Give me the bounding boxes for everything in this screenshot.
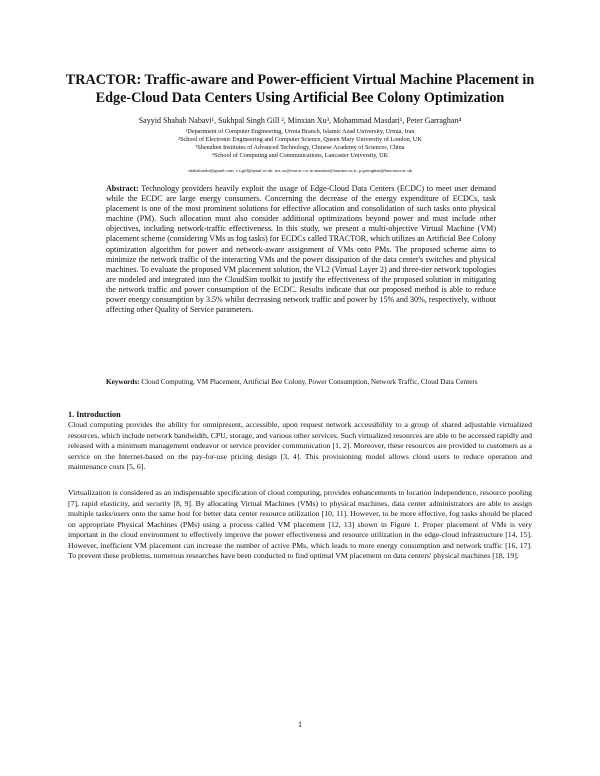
abstract — [106, 184, 496, 315]
paper-title: TRACTOR: Traffic-aware and Power-efficient Virtual Machine Placement in Edge-Cloud Data Centers Using Artificial Bee Colony Optimization — [65, 72, 535, 106]
intro-paragraph-2: Virtualization is considered as an indispensable specification of cloud computing, provides enhancements to location independence, resource pooling [7], rapid elasticity, and security [8, 9]. By allocating Virtual Machines (VMs) to physical machines, data center administrators are able to assign multiple tasks/users onto the same host for better data center resource utilization [10, 11]. However, to be more effective, fog tasks should be placed on appropriate Physical Machines (PMs) using a process called VM placement [12, 13] shown in Figure 1. Proper placement of VMs is very important in the cloud environment to effectively improve the power effectiveness and resource utilization in the edge-cloud infrastructure [14, 15]. However, inefficient VM placement can increase the number of active PMs, which leads to more energy consumption and network traffic [16, 17]. To prevent these problems, numerous researches have been conducted to find optimal VM placement on data centers' physical machines [18, 19]. — [68, 488, 532, 561]
affiliation-4: ⁴School of Computing and Communications, Lancaster University, UK — [211, 152, 389, 159]
abstract-text: Technology providers heavily exploit the usage of Edge-Cloud Data Centers (ECDC) to meet user demand while the ECDC are large energy consumers. Concerning the decrease of the energy expenditure of ECDCs, task placement is one of the most prominent solutions for effective allocation and consolidation of such tasks onto physical machine (PM). Such allocation must also consider additional optimizations beyond power and must include other objectives, including network-traffic effectiveness. In this study, we present a multi-objective Virtual Machine (VM) placement scheme (considering VMs as fog tasks) for ECDCs called TRACTOR, which utilizes an Artificial Bee Colony optimization algorithm for power and network-aware assignment of VMs onto PMs. The proposed scheme aims to minimize the network traffic of the interacting VMs and the power dissipation of the data center's switches and physical machines. To evaluate the proposed VM placement solution, the VL2 (Virtual Layer 2) and three-tier network topologies are modeled and integrated into the CloudSim toolkit to justify the effectiveness of the proposed solution in mitigating the network traffic and power consumption of the ECDC. Results indicate that our proposed method is able to reduce power energy consumption by 3.5% whilst decreasing network traffic and power by 15% and 30%, respectively, without affecting other Quality of Service parameters. — [106, 184, 496, 315]
affiliation-3: ³Shenzhen Institutes of Advanced Technology, Chinese Academy of Sciences, China — [195, 144, 405, 151]
keywords — [106, 378, 496, 388]
page-number: 1 — [298, 720, 302, 729]
keywords-label: Keywords: — [106, 378, 140, 386]
affiliation-1: ¹Department of Computer Engineering, Urmia Branch, Islamic Azad University, Urmia, Iran — [185, 128, 415, 135]
affiliation-2: ²School of Electronic Engineering and Computer Science, Queen Mary University of London, UK — [178, 136, 422, 143]
author-emails: shahab.nabi@gmail.com, s.s.gill@qmul.ac.uk, mx.xu@siat.ac.cn, m.masdari@iaurmia.ac.ir, p.garraghan@lancaster.ac.uk — [188, 168, 412, 173]
intro-paragraph-1: Cloud computing provides the ability for omnipresent, accessible, upon request network accessibility to a group of shared adjustable virtualized resources, which include network bandwidth, CPU, storage, and various other services. Such virtualized resources are able to be accessed rapidly and released with a minimum management endeavor or service provider communication [1, 2]. Moreover, these resources are provided to customers as a service on the Internet-based on the pay-for-use pricing design [3, 4]. This provisioning model allows cloud users to reduce operation and maintenance costs [5, 6]. — [68, 420, 532, 472]
affiliations — [40, 128, 560, 160]
author-list: Sayyid Shahab Nabavi¹, Sukhpal Singh Gill ², Minxian Xu³, Mohammad Masdari¹, Peter Garraghan⁴ — [138, 116, 462, 125]
section-heading: 1. Introduction — [68, 410, 121, 419]
abstract-label: Abstract: — [106, 184, 139, 193]
keywords-text: Cloud Computing, VM Placement, Artificial Bee Colony, Power Consumption, Network Traffic, Cloud Data Centers — [141, 378, 478, 386]
